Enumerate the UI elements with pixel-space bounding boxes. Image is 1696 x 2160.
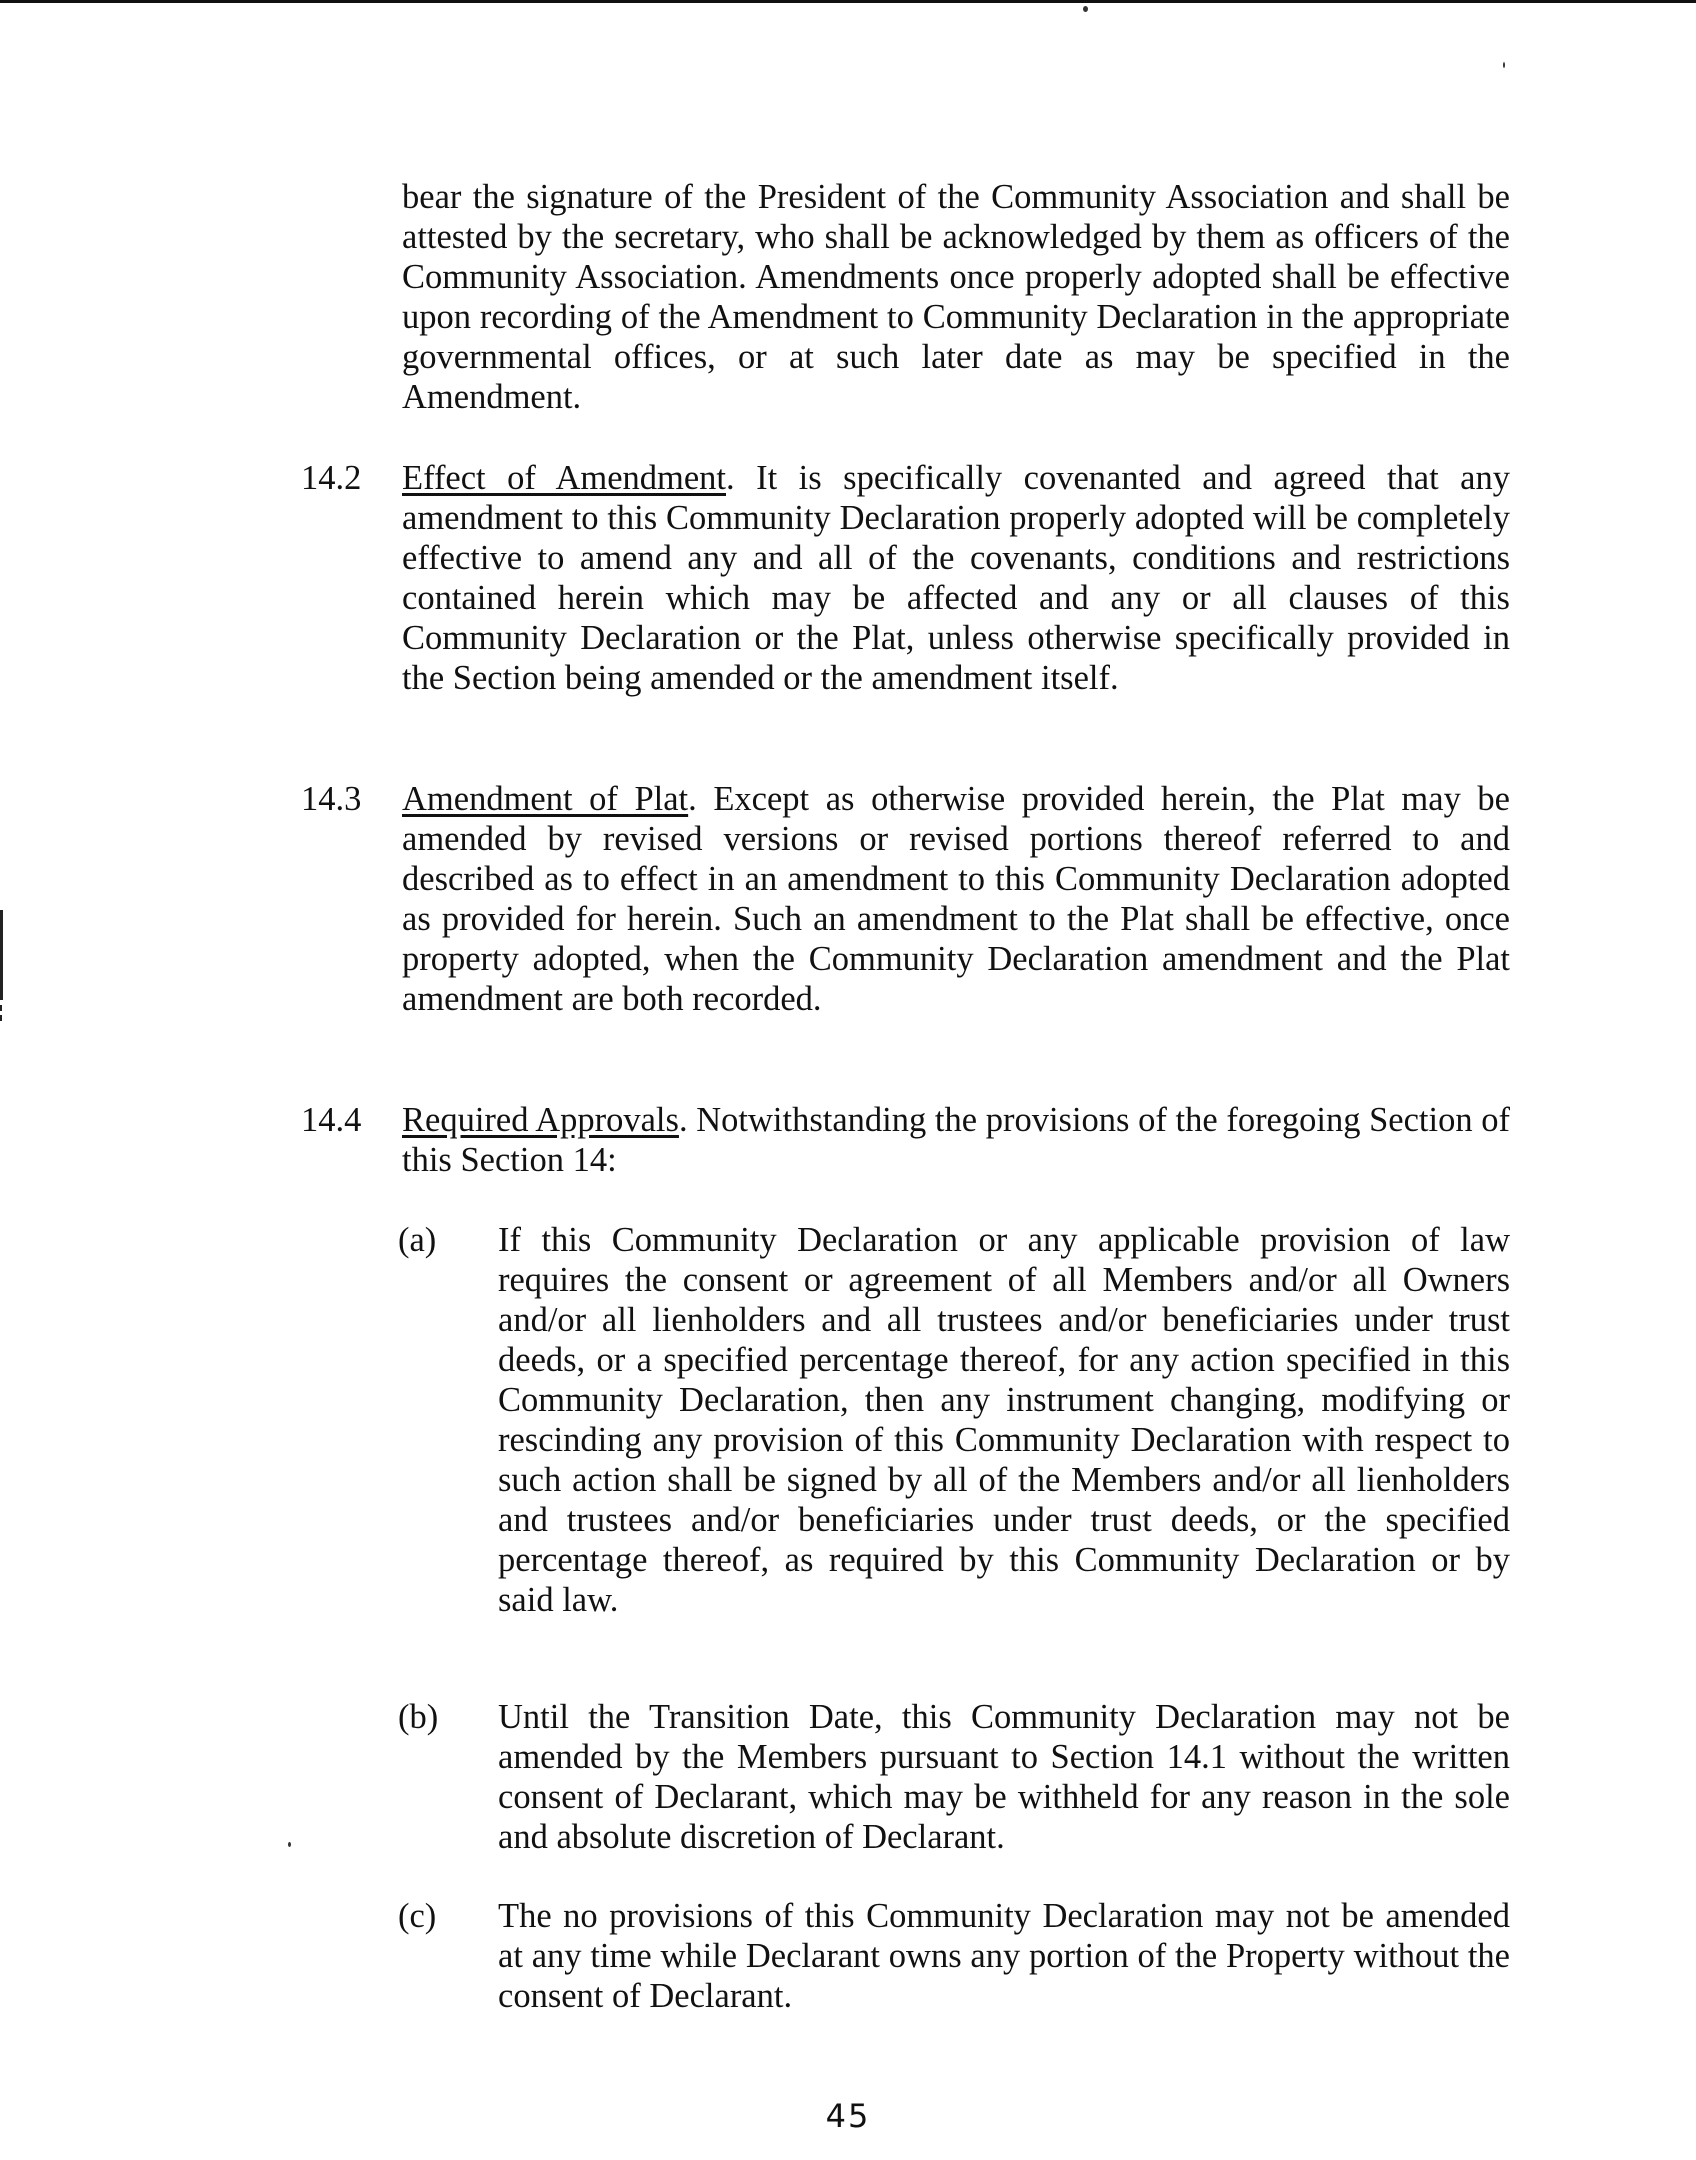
section-14-2-paragraph	[402, 458, 1510, 698]
subsection-label: (b)	[398, 1698, 439, 1736]
section-14-3-paragraph	[402, 779, 1510, 1019]
section-body: . It is specifically covenanted and agreed that any amendment to this Community Declaration properly adopted will be completely effective to amend any and all of the covenants, conditions and restrictions contained herein which may be affected and any or all clauses of this Community Declaration or the Plat, unless otherwise specifically provided in the Section being amended or the amendment itself.	[402, 459, 1510, 697]
section-body: . Except as otherwise provided herein, the Plat may be amended by revised versions or revised portions thereof referred to and described as to effect in an amendment to this Community Declaration adopted as provided for herein. Such an amendment to the Plat shall be effective, once property adopted, when the Community Declaration amendment and the Plat amendment are both recorded.	[402, 780, 1510, 1018]
subsection-c-text: The no provisions of this Community Declaration may not be amended at any time while Declarant owns any portion of the Property without the consent of Declarant.	[498, 1897, 1510, 2015]
subsection-a-text: If this Community Declaration or any applicable provision of law requires the consent or agreement of all Members and/or all Owners and/or all lienholders and all trustees and/or beneficiaries under trust deeds, or a specified percentage thereof, for any action specified in this Community Declaration, then any instrument changing, modifying or rescinding any provision of this Community Declaration with respect to such action shall be signed by all of the Members and/or all lienholders and trustees and/or beneficiaries under trust deeds, or the specified percentage thereof, as required by this Community Declaration or by said law.	[498, 1221, 1510, 1619]
section-number: 14.4	[301, 1101, 362, 1139]
scan-margin-mark	[0, 910, 3, 1000]
page-number: 45	[825, 2097, 871, 2135]
scan-margin-mark	[0, 1005, 2, 1011]
scan-top-edge	[0, 0, 1696, 3]
subsection-label: (a)	[398, 1221, 437, 1259]
section-heading: Amendment of Plat	[402, 780, 689, 818]
section-body: . Notwithstanding the provisions of the foregoing Section of this Section 14:	[402, 1101, 1510, 1179]
subsection-label: (c)	[398, 1897, 437, 1935]
scan-speck	[288, 1842, 291, 1847]
scan-speck	[1503, 62, 1505, 68]
section-heading: Effect of Amendment	[402, 459, 726, 497]
section-number: 14.3	[301, 780, 362, 818]
section-number: 14.2	[301, 459, 362, 497]
subsection-b-text: Until the Transition Date, this Community Declaration may not be amended by the Members pursuant to Section 14.1 without the written consent of Declarant, which may be withheld for any reason in the sole and absolute discretion of Declarant.	[498, 1698, 1510, 1856]
section-14-4-paragraph	[402, 1100, 1510, 1180]
scan-speck	[1083, 6, 1088, 12]
scan-margin-mark	[0, 1015, 2, 1021]
section-heading: Required Approvals	[402, 1101, 679, 1139]
continuation-paragraph: bear the signature of the President of the Community Association and shall be attested by the secretary, who shall be acknowledged by them as officers of the Community Association. Amendments once properly adopted shall be effective upon recording of the Amendment to Community Declaration in the appropriate governmental offices, or at such later date as may be specified in the Amendment.	[402, 178, 1510, 416]
